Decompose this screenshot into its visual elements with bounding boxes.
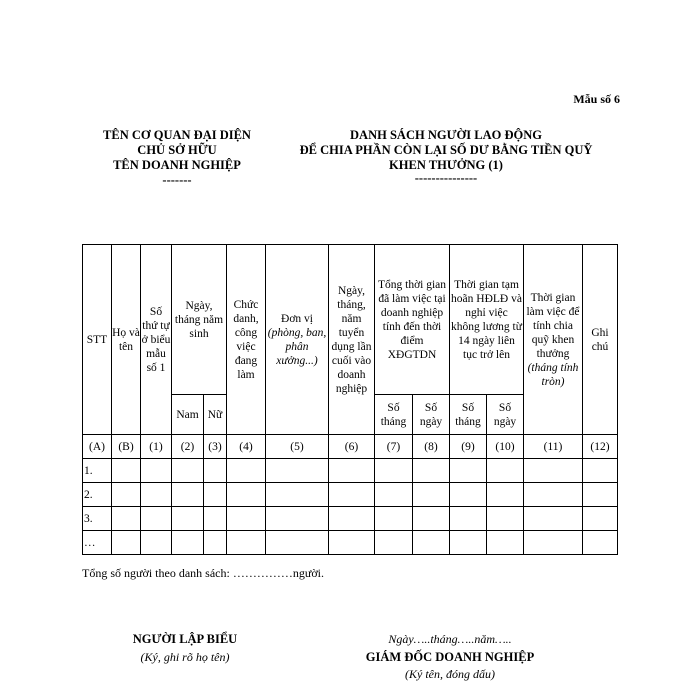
table-cell (172, 531, 204, 555)
table-cell (413, 483, 450, 507)
table-cell (487, 531, 524, 555)
header-birth: Ngày, tháng năm sinh (172, 245, 227, 395)
table-cell (204, 531, 227, 555)
table-row (83, 531, 618, 555)
director-note: (Ký tên, đóng dấu) (405, 667, 495, 681)
table-cell (266, 531, 329, 555)
agency-rule: ------- (162, 173, 192, 187)
document-title (276, 128, 616, 183)
table-cell (487, 459, 524, 483)
header-suspend-time: Thời gian tạm hoãn HĐLĐ và nghỉ việc không lương từ 14 ngày liên tục trở lên (450, 245, 524, 395)
title-line-2: ĐỂ CHIA PHẦN CÒN LẠI SỐ DƯ BẰNG TIỀN QUỸ (299, 143, 593, 157)
table-cell (141, 507, 172, 531)
header-stt: STT (83, 245, 112, 435)
table-cell (583, 507, 618, 531)
table-cell (450, 531, 487, 555)
header-unit-label: Đơn vị (281, 312, 313, 325)
table-cell (227, 531, 266, 555)
table-cell (524, 507, 583, 531)
table-cell (227, 483, 266, 507)
table-cell (329, 531, 375, 555)
preparer-title: NGƯỜI LẬP BIỂU (132, 632, 238, 646)
header-notes: Ghi chú (583, 245, 618, 435)
table-cell (413, 507, 450, 531)
header-unit-note: (phòng, ban, phân xưởng...) (267, 326, 327, 367)
table-cell (172, 459, 204, 483)
row-number: 3. (83, 507, 112, 531)
table-row (83, 507, 618, 531)
preparer-note: (Ký, ghi rõ họ tên) (140, 650, 230, 664)
table-cell (227, 507, 266, 531)
column-code: (B) (112, 435, 141, 459)
table-cell (112, 507, 141, 531)
header-hire-date: Ngày, tháng, năm tuyển dụng lần cuối vào doanh nghiệp (329, 245, 375, 435)
table-cell (583, 531, 618, 555)
table-cell (450, 483, 487, 507)
table-cell (172, 483, 204, 507)
header-work-time: Tổng thời gian đã làm việc tại doanh nghiệp tính đến thời điểm XĐGTDN (375, 245, 450, 395)
column-code: (6) (329, 435, 375, 459)
table-cell (266, 507, 329, 531)
table-cell (329, 507, 375, 531)
table-row (83, 483, 618, 507)
row-number: 2. (83, 483, 112, 507)
table-cell (413, 459, 450, 483)
table-cell (524, 483, 583, 507)
column-code: (4) (227, 435, 266, 459)
column-code: (8) (413, 435, 450, 459)
table-cell (204, 459, 227, 483)
table-cell (266, 483, 329, 507)
column-code: (10) (487, 435, 524, 459)
table-cell (112, 483, 141, 507)
enterprise-name-line: TÊN DOANH NGHIỆP (113, 158, 241, 172)
table-cell (329, 483, 375, 507)
header-bonus-time-label: Thời gian làm việc để tính chia quỹ khen thưởng (526, 291, 580, 360)
director-title: GIÁM ĐỐC DOANH NGHIỆP (365, 650, 535, 664)
header-work-days: Số ngày (413, 395, 450, 435)
column-code: (3) (204, 435, 227, 459)
title-line-1: DANH SÁCH NGƯỜI LAO ĐỘNG (350, 128, 542, 142)
table-cell (141, 531, 172, 555)
table-cell (524, 459, 583, 483)
signature-date-line: Ngày…..tháng…..năm….. (388, 632, 512, 646)
table-cell (112, 531, 141, 555)
header-suspend-days: Số ngày (487, 395, 524, 435)
table-cell (583, 483, 618, 507)
table-cell (375, 483, 413, 507)
header-position: Chức danh, công việc đang làm (227, 245, 266, 435)
table-cell (227, 459, 266, 483)
table-cell (266, 459, 329, 483)
agency-header (80, 128, 274, 188)
employee-table (82, 244, 618, 555)
form-number: Mẫu số 6 (573, 92, 620, 106)
table-cell (413, 531, 450, 555)
table-row (83, 459, 618, 483)
table-cell (450, 507, 487, 531)
table-cell (375, 531, 413, 555)
header-birth-female: Nữ (204, 395, 227, 435)
title-rule: --------------- (414, 171, 478, 185)
table-cell (524, 531, 583, 555)
agency-line-2: CHỦ SỞ HỮU (137, 143, 217, 157)
row-number: 1. (83, 459, 112, 483)
column-code: (12) (583, 435, 618, 459)
header-name: Họ và tên (112, 245, 141, 435)
column-code: (9) (450, 435, 487, 459)
column-code: (7) (375, 435, 413, 459)
table-cell (375, 459, 413, 483)
agency-line-1: TÊN CƠ QUAN ĐẠI DIỆN (103, 128, 251, 142)
table-cell (583, 459, 618, 483)
column-code: (1) (141, 435, 172, 459)
column-code-row (83, 435, 618, 459)
table-cell (450, 459, 487, 483)
table-cell (487, 507, 524, 531)
header-unit (266, 245, 329, 435)
header-birth-male: Nam (172, 395, 204, 435)
row-number: … (83, 531, 112, 555)
column-code: (11) (524, 435, 583, 459)
header-serial: Số thứ tự ở biểu mẫu số 1 (141, 245, 172, 435)
table-cell (141, 459, 172, 483)
header-bonus-time-note: (tháng tính tròn) (527, 361, 579, 388)
table-cell (172, 507, 204, 531)
table-cell (141, 483, 172, 507)
total-count-line: Tổng số người theo danh sách: ……………người. (82, 566, 325, 580)
column-code: (5) (266, 435, 329, 459)
header-suspend-months: Số tháng (450, 395, 487, 435)
table-cell (329, 459, 375, 483)
table-cell (204, 507, 227, 531)
title-line-3: KHEN THƯỞNG (1) (389, 158, 503, 172)
column-code: (A) (83, 435, 112, 459)
table-cell (487, 483, 524, 507)
table-cell (204, 483, 227, 507)
table-cell (375, 507, 413, 531)
header-bonus-time (524, 245, 583, 435)
table-cell (112, 459, 141, 483)
column-code: (2) (172, 435, 204, 459)
header-work-months: Số tháng (375, 395, 413, 435)
